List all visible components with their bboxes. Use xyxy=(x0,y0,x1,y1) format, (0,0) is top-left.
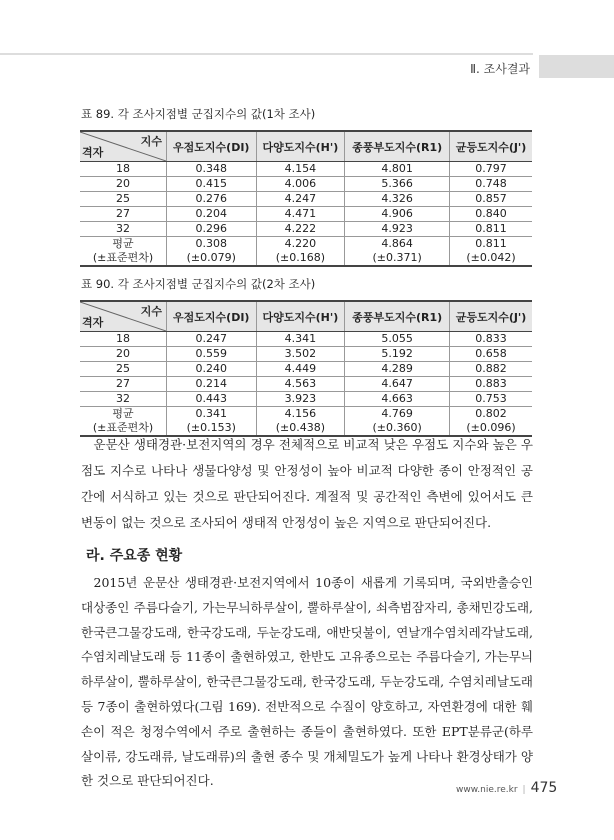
table-cell: 3.502 xyxy=(256,347,345,362)
table-corner-cell xyxy=(80,301,167,332)
table-cell: 0.840 xyxy=(450,207,532,222)
column-header: 다양도지수(H') xyxy=(256,301,345,332)
summary-label-line: (±표준편차) xyxy=(92,421,154,434)
summary-label-cell xyxy=(80,237,167,267)
table-90-caption: 표 90. 각 조사지점별 군집지수의 값(2차 조사) xyxy=(81,277,316,291)
header-tab-block xyxy=(539,55,614,78)
corner-label-grid: 격자 xyxy=(82,316,104,329)
std-dev-value: (±0.079) xyxy=(186,251,236,264)
table-cell: 4.289 xyxy=(345,362,450,377)
table-cell: 4.006 xyxy=(256,177,345,192)
std-dev-value: (±0.168) xyxy=(275,251,326,264)
table-cell: 0.753 xyxy=(450,392,532,407)
table-row xyxy=(80,207,532,222)
table-header-row xyxy=(80,131,532,162)
summary-row xyxy=(80,237,532,267)
summary-label-line: 평균 xyxy=(112,237,134,250)
table-cell: 4.647 xyxy=(345,377,450,392)
table-90 xyxy=(80,300,532,437)
table-row xyxy=(80,162,532,177)
table-cell: 4.663 xyxy=(345,392,450,407)
column-header: 종풍부도지수(R1) xyxy=(345,301,450,332)
column-header: 우점도지수(DI) xyxy=(167,131,257,162)
table-cell: 0.883 xyxy=(450,377,532,392)
column-header: 균등도지수(J') xyxy=(450,301,532,332)
table-cell: 5.055 xyxy=(345,332,450,347)
table-row xyxy=(80,192,532,207)
table-row xyxy=(80,347,532,362)
table-corner-cell xyxy=(80,131,167,162)
section-heading: 라. 주요종 현황 xyxy=(86,548,183,564)
mean-value: 4.864 xyxy=(381,237,413,250)
std-dev-value: (±0.096) xyxy=(466,421,516,434)
footer-url: www.nie.re.kr xyxy=(456,785,518,795)
grid-id-cell: 32 xyxy=(80,222,167,237)
grid-id-cell: 32 xyxy=(80,392,167,407)
table-cell: 4.906 xyxy=(345,207,450,222)
table-cell: 4.471 xyxy=(256,207,345,222)
table-cell: 5.192 xyxy=(345,347,450,362)
mean-value: 0.811 xyxy=(475,237,507,250)
page-footer xyxy=(456,780,557,796)
column-header: 다양도지수(H') xyxy=(256,131,345,162)
grid-id-cell: 20 xyxy=(80,177,167,192)
summary-label-line: (±표준편차) xyxy=(92,251,154,264)
paragraph-summary: 운문산 생태경관·보전지역의 경우 전체적으로 비교적 낮은 우점도 지수와 높은 우점도 지수로 나타나 생물다양성 및 안정성이 높아 비교적 다양한 종이 안정적인 공간에 서식하고 있는 것으로 판단되어진다. 계절적 및 공간적인 측변에 있어서도 큰 변동이 없는 것으로 조사되어 생태적 안정성이 높은 지역으로 판단되어진다. xyxy=(81,437,533,530)
table-cell: 4.247 xyxy=(256,192,345,207)
column-header: 종풍부도지수(R1) xyxy=(345,131,450,162)
mean-value: 4.220 xyxy=(284,237,317,250)
grid-id-cell: 20 xyxy=(80,347,167,362)
table-row xyxy=(80,332,532,347)
table-cell: 0.204 xyxy=(167,207,257,222)
std-dev-value: (±0.042) xyxy=(466,251,516,264)
grid-id-cell: 18 xyxy=(80,162,167,177)
table-89 xyxy=(80,130,532,267)
table-cell: 0.833 xyxy=(450,332,532,347)
table-cell: 0.857 xyxy=(450,192,532,207)
page-number: 475 xyxy=(530,780,558,796)
table-cell: 4.222 xyxy=(256,222,345,237)
summary-cell xyxy=(167,237,257,267)
grid-id-cell: 25 xyxy=(80,362,167,377)
grid-id-cell: 18 xyxy=(80,332,167,347)
mean-value: 0.802 xyxy=(475,407,507,420)
table-cell: 0.748 xyxy=(450,177,532,192)
summary-cell xyxy=(345,237,450,267)
table-cell: 3.923 xyxy=(256,392,345,407)
grid-id-cell: 27 xyxy=(80,377,167,392)
grid-id-cell: 25 xyxy=(80,192,167,207)
running-header: Ⅱ. 조사결과 xyxy=(470,62,530,76)
mean-value: 0.308 xyxy=(195,237,227,250)
std-dev-value: (±0.153) xyxy=(186,421,236,434)
summary-cell xyxy=(256,237,345,267)
table-cell: 0.276 xyxy=(167,192,257,207)
table-cell: 0.296 xyxy=(167,222,257,237)
table-row xyxy=(80,362,532,377)
table-cell: 4.326 xyxy=(345,192,450,207)
corner-label-index: 지수 xyxy=(140,305,162,318)
table-cell: 4.154 xyxy=(256,162,345,177)
table-row xyxy=(80,392,532,407)
footer-separator: | xyxy=(522,785,526,795)
table-cell: 0.415 xyxy=(167,177,257,192)
grid-id-cell: 27 xyxy=(80,207,167,222)
table-cell: 0.443 xyxy=(167,392,257,407)
summary-label-line: 평균 xyxy=(112,407,134,420)
table-89-caption: 표 89. 각 조사지점별 군집지수의 값(1차 조사) xyxy=(81,107,316,121)
table-cell: 4.449 xyxy=(256,362,345,377)
table-cell: 0.797 xyxy=(450,162,532,177)
table-cell: 0.882 xyxy=(450,362,532,377)
table-row xyxy=(80,222,532,237)
table-cell: 5.366 xyxy=(345,177,450,192)
header-rule xyxy=(0,53,533,55)
column-header: 우점도지수(DI) xyxy=(167,301,257,332)
table-cell: 4.563 xyxy=(256,377,345,392)
table-cell: 4.801 xyxy=(345,162,450,177)
table-cell: 0.658 xyxy=(450,347,532,362)
table-cell: 0.247 xyxy=(167,332,257,347)
table-cell: 0.811 xyxy=(450,222,532,237)
paragraph-main-species: 2015년 운문산 생태경관·보전지역에서 10종이 새롭게 기록되며, 국외반출승인 대상종인 주름다슬기, 가는무늬하루살이, 뿔하루살이, 쇠측범잠자리, 총채민강도래, 한국큰그물강도래, 한국강도래, 두눈강도래, 애반딧불이, 연날개수염치레각날도래, 수염치레날도래 등 11종이 출현하였고, 한반도 고유종으로는 주름다슬기, 가는무늬하루살이, 뿔하루살이, 한국큰그물강도래, 한국강도래, 두눈강도래, 수염치레날도래 등 7종이 출현하였다(그림 169). 전반적으로 수질이 양호하고, 자연환경에 대한 훼손이 적은 청정수역에서 주로 출현하는 종들이 출현하였다. 또한 EPT분류군(하루살이류, 강도래류, 날도래류)의 출현 종수 및 개체밀도가 높게 나타나 환경상태가 양한 것으로 판단되어진다. xyxy=(81,575,533,789)
table-cell: 4.341 xyxy=(256,332,345,347)
std-dev-value: (±0.360) xyxy=(372,421,422,434)
mean-value: 4.156 xyxy=(284,407,317,420)
column-header: 균등도지수(J') xyxy=(450,131,532,162)
corner-label-grid: 격자 xyxy=(82,146,104,159)
std-dev-value: (±0.438) xyxy=(275,421,326,434)
table-header-row xyxy=(80,301,532,332)
std-dev-value: (±0.371) xyxy=(372,251,422,264)
summary-cell xyxy=(450,237,532,267)
corner-label-index: 지수 xyxy=(140,135,162,148)
table-cell: 0.348 xyxy=(167,162,257,177)
table-row xyxy=(80,177,532,192)
table-cell: 4.923 xyxy=(345,222,450,237)
table-row xyxy=(80,377,532,392)
table-cell: 0.559 xyxy=(167,347,257,362)
mean-value: 0.341 xyxy=(195,407,227,420)
table-cell: 0.240 xyxy=(167,362,257,377)
table-cell: 0.214 xyxy=(167,377,257,392)
mean-value: 4.769 xyxy=(381,407,413,420)
